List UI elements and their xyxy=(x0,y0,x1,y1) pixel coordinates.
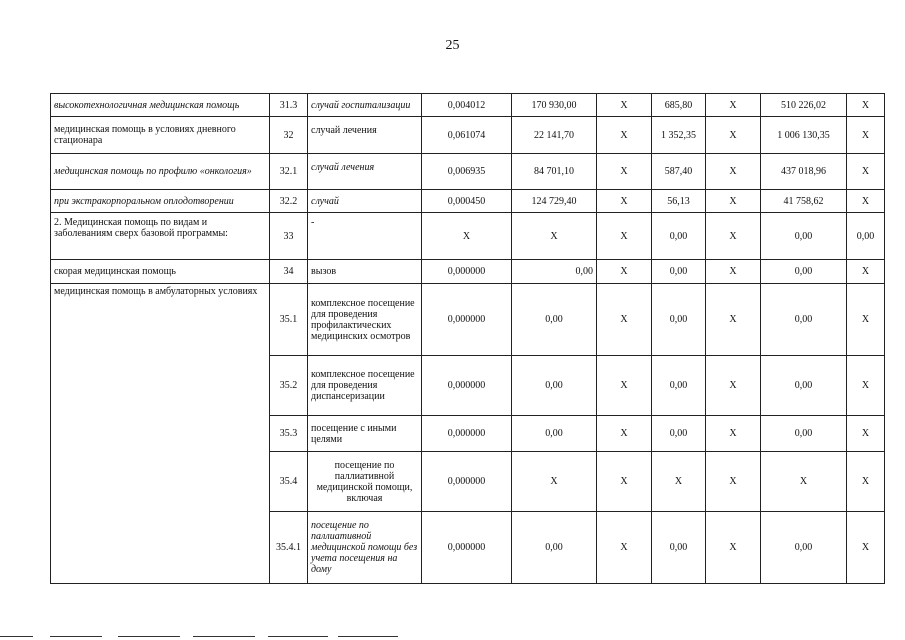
row-value: 0,000000 xyxy=(422,452,512,512)
row-unit: посещение с иными целями xyxy=(308,416,422,452)
row-value: 0,000000 xyxy=(422,284,512,356)
row-value: 0,00 xyxy=(512,512,597,584)
table-row xyxy=(51,117,885,154)
row-value: Х xyxy=(706,356,761,416)
row-unit: случай лечения xyxy=(308,154,422,190)
row-value: Х xyxy=(422,213,512,260)
row-value: 0,00 xyxy=(761,356,847,416)
table-row xyxy=(51,94,885,117)
row-code: 31.3 xyxy=(270,94,308,117)
row-value: Х xyxy=(597,154,652,190)
row-value: 0,00 xyxy=(652,512,706,584)
row-code: 35.1 xyxy=(270,284,308,356)
row-value: Х xyxy=(706,94,761,117)
row-value: 437 018,96 xyxy=(761,154,847,190)
row-value: Х xyxy=(761,452,847,512)
row-value: 0,00 xyxy=(652,284,706,356)
row-value: 0,00 xyxy=(512,416,597,452)
row-value: 0,000000 xyxy=(422,260,512,284)
row-value: 0,004012 xyxy=(422,94,512,117)
bottom-rule xyxy=(0,636,33,637)
row-value: Х xyxy=(847,284,885,356)
row-code: 35.4 xyxy=(270,452,308,512)
bottom-rule xyxy=(268,636,328,637)
row-value: 0,000000 xyxy=(422,512,512,584)
row-name: медицинская помощь в условиях дневного стационара xyxy=(51,117,270,154)
row-name: при экстракорпоральном оплодотворении xyxy=(51,190,270,213)
row-name: медицинская помощь по профилю «онкология» xyxy=(51,154,270,190)
row-value: 587,40 xyxy=(652,154,706,190)
row-value: 0,000000 xyxy=(422,356,512,416)
row-value: 1 006 130,35 xyxy=(761,117,847,154)
row-value: 0,000000 xyxy=(422,416,512,452)
row-value: Х xyxy=(706,512,761,584)
row-value: 0,061074 xyxy=(422,117,512,154)
row-unit: комплексное посещение для проведения диспансеризации xyxy=(308,356,422,416)
row-value: Х xyxy=(706,284,761,356)
row-value: 0,00 xyxy=(652,213,706,260)
row-code: 32 xyxy=(270,117,308,154)
row-value: Х xyxy=(847,356,885,416)
row-value: Х xyxy=(597,452,652,512)
row-value: 0,00 xyxy=(761,284,847,356)
row-value: Х xyxy=(847,260,885,284)
row-value: Х xyxy=(512,213,597,260)
bottom-rule xyxy=(50,636,102,637)
row-value: Х xyxy=(597,512,652,584)
row-code: 32.2 xyxy=(270,190,308,213)
row-value: Х xyxy=(652,452,706,512)
row-value: 0,00 xyxy=(652,416,706,452)
row-value: 0,006935 xyxy=(422,154,512,190)
row-value: Х xyxy=(706,452,761,512)
row-value: Х xyxy=(706,190,761,213)
row-unit: посещение по паллиативной медицинской помощи без учета посещения на дому xyxy=(308,512,422,584)
bottom-rule xyxy=(118,636,180,637)
row-value: Х xyxy=(706,117,761,154)
row-value: 0,00 xyxy=(652,356,706,416)
row-value: Х xyxy=(597,356,652,416)
row-value: Х xyxy=(847,416,885,452)
row-value: Х xyxy=(847,452,885,512)
row-code: 32.1 xyxy=(270,154,308,190)
row-value: Х xyxy=(706,416,761,452)
row-unit: случай лечения xyxy=(308,117,422,154)
row-value: 0,00 xyxy=(847,213,885,260)
row-code: 35.2 xyxy=(270,356,308,416)
page-number: 25 xyxy=(445,38,460,53)
row-unit: случай xyxy=(308,190,422,213)
row-name: 2. Медицинская помощь по видам и заболеваниям сверх базовой программы: xyxy=(51,213,270,260)
row-value: Х xyxy=(847,94,885,117)
row-code: 33 xyxy=(270,213,308,260)
row-unit: - xyxy=(308,213,422,260)
row-unit: вызов xyxy=(308,260,422,284)
norms-table xyxy=(50,93,885,584)
bottom-rule xyxy=(338,636,398,637)
row-value: 0,000450 xyxy=(422,190,512,213)
table-row xyxy=(51,213,885,260)
row-code: 34 xyxy=(270,260,308,284)
row-value: Х xyxy=(597,94,652,117)
row-value: 0,00 xyxy=(512,356,597,416)
row-value: Х xyxy=(706,213,761,260)
row-value: 0,00 xyxy=(761,260,847,284)
bottom-rule xyxy=(193,636,255,637)
row-unit: комплексное посещение для проведения профилактических медицинских осмотров xyxy=(308,284,422,356)
row-value: Х xyxy=(847,154,885,190)
row-value: Х xyxy=(597,260,652,284)
row-value: Х xyxy=(706,154,761,190)
row-value: Х xyxy=(847,117,885,154)
row-value: 0,00 xyxy=(761,213,847,260)
row-value: 41 758,62 xyxy=(761,190,847,213)
row-value: Х xyxy=(847,190,885,213)
row-unit: случай госпитализации xyxy=(308,94,422,117)
row-name: медицинская помощь в амбулаторных условиях xyxy=(51,284,270,584)
row-value: Х xyxy=(597,190,652,213)
row-value: 0,00 xyxy=(761,416,847,452)
row-value: 170 930,00 xyxy=(512,94,597,117)
table-row xyxy=(51,260,885,284)
row-value: 0,00 xyxy=(512,260,597,284)
row-value: Х xyxy=(597,416,652,452)
row-unit: посещение по паллиативной медицинской помощи, включая xyxy=(308,452,422,512)
row-value: 0,00 xyxy=(652,260,706,284)
row-value: 56,13 xyxy=(652,190,706,213)
row-code: 35.4.1 xyxy=(270,512,308,584)
row-value: 510 226,02 xyxy=(761,94,847,117)
row-name: высокотехнологичная медицинская помощь xyxy=(51,94,270,117)
row-value: Х xyxy=(706,260,761,284)
row-value: Х xyxy=(597,117,652,154)
table-row xyxy=(51,154,885,190)
row-value: Х xyxy=(847,512,885,584)
row-value: 84 701,10 xyxy=(512,154,597,190)
row-name: скорая медицинская помощь xyxy=(51,260,270,284)
row-value: Х xyxy=(597,284,652,356)
row-code: 35.3 xyxy=(270,416,308,452)
row-value: 685,80 xyxy=(652,94,706,117)
row-value: 0,00 xyxy=(512,284,597,356)
row-value: 124 729,40 xyxy=(512,190,597,213)
row-value: 1 352,35 xyxy=(652,117,706,154)
table-row xyxy=(51,190,885,213)
table-row xyxy=(51,284,885,356)
row-value: Х xyxy=(597,213,652,260)
row-value: 22 141,70 xyxy=(512,117,597,154)
row-value: Х xyxy=(512,452,597,512)
row-value: 0,00 xyxy=(761,512,847,584)
